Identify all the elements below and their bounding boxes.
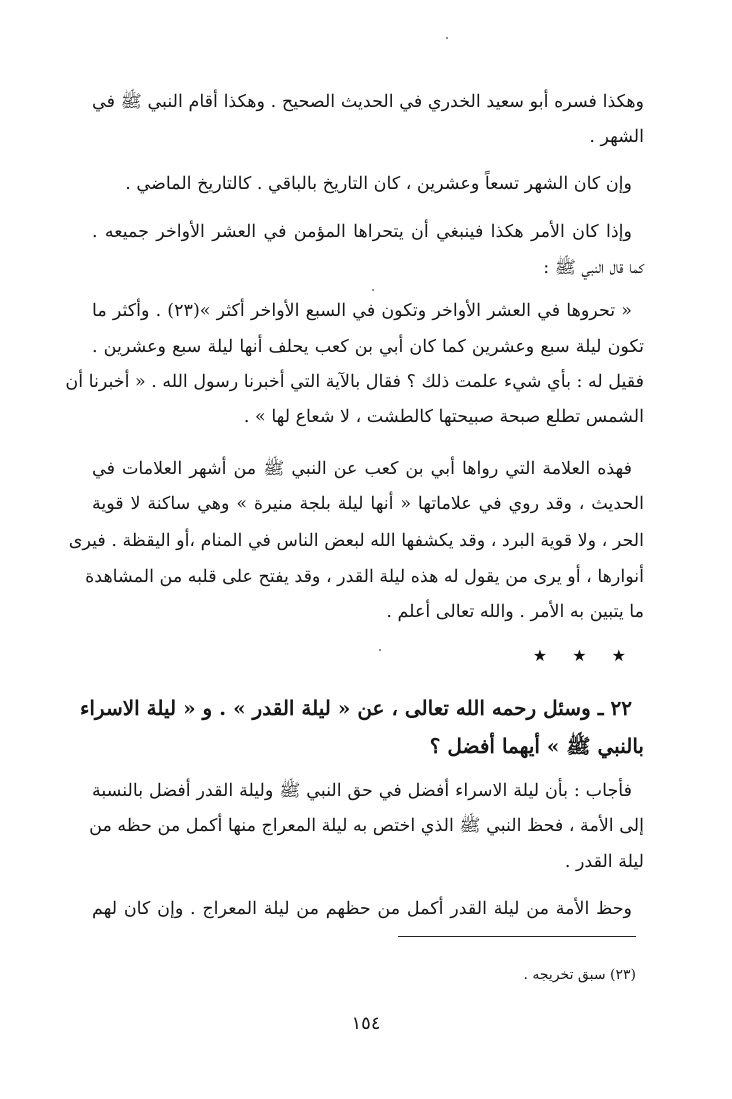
body-line: فهذه العلامة التي رواها أبي بن كعب عن النبي ﷺ من أشهر العلامات في: [92, 459, 632, 479]
body-line: وإذا كان الأمر هكذا فينبغي أن يتحراها المؤمن في العشر الأواخر جميعه .: [92, 222, 632, 242]
page-number: ١٥٤: [351, 1013, 381, 1034]
body-line: وإن كان الشهر تسعاً وعشرين ، كان التاريخ بالباقي . كالتاريخ الماضي .: [125, 174, 632, 194]
section-separator-stars: ★ ★ ★: [532, 646, 636, 665]
body-line: وهكذا فسره أبو سعيد الخدري في الحديث الصحيح . وهكذا أقام النبي ﷺ في: [92, 92, 644, 112]
body-line: « تحروها في العشر الأواخر وتكون في السبع الأواخر أكثر »(٢٣) . وأكثر ما: [92, 301, 632, 321]
body-line: تكون ليلة سبع وعشرين كما كان أبي بن كعب يحلف أنها ليلة سبع وعشرين .: [92, 337, 644, 357]
body-line: فقيل له : بأي شيء علمت ذلك ؟ فقال بالآية التي أخبرنا رسول الله . « أخبرنا أن: [65, 372, 644, 392]
paper-speck: [379, 649, 381, 651]
footnote-separator-rule: [398, 936, 636, 937]
question-heading-line: ٢٢ ـ وسئل رحمه الله تعالى ، عن « ليلة القدر » . و « ليلة الاسراء: [79, 696, 632, 720]
body-line: الحر ، ولا قوية البرد ، وقد يكشفها الله لبعض الناس في المنام ،أو اليقظة . فيرى: [68, 531, 644, 551]
question-heading-line: بالنبي ﷺ » أيهما أفضل ؟: [429, 734, 644, 758]
body-line: فأجاب : بأن ليلة الاسراء أفضل في حق النبي ﷺ وليلة القدر أفضل بالنسبة: [92, 781, 632, 801]
body-line: أنوارها ، أو يرى من يقول له هذه ليلة القدر ، وقد يفتح على قلبه من المشاهدة: [85, 567, 644, 587]
body-line: ما يتبين به الأمر . والله تعالى أعلم .: [386, 602, 644, 622]
body-line: الشمس تطلع صبحة صبيحتها كالطشت ، لا شعاع لها » .: [243, 407, 644, 427]
body-line: إلى الأمة ، فحظ النبي ﷺ الذي اختص به ليلة المعراج منها أكمل من حظه من: [89, 816, 644, 836]
paper-speck: [372, 289, 374, 291]
body-line: الحديث ، وقد روي في علاماتها « أنها ليلة بلجة منيرة » وهي ساكنة لا قوية: [92, 494, 644, 514]
body-line: كما قال النبي ﷺ :: [543, 258, 644, 278]
paper-speck: [446, 37, 448, 39]
body-line: ليلة القدر .: [564, 852, 644, 872]
body-line: الشهر .: [589, 127, 644, 147]
body-line: وحظ الأمة من ليلة القدر أكمل من حظهم من ليلة المعراج . وإن كان لهم: [92, 899, 632, 919]
footnote: (٢٣) سبق تخريجه .: [523, 967, 636, 983]
